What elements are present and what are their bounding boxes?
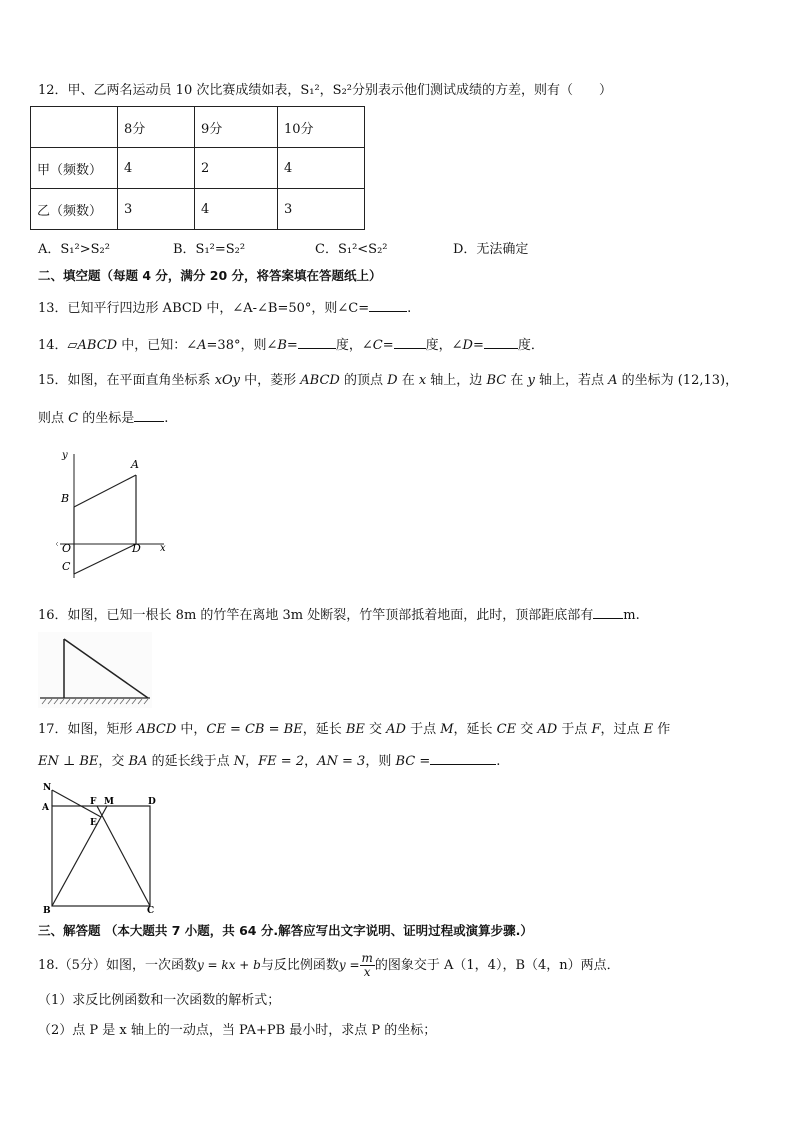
y-axis-label: y	[62, 450, 68, 461]
q15-text: 轴上，边	[426, 373, 487, 388]
point-m-label: M	[104, 797, 114, 807]
question-13-end: .	[407, 301, 412, 316]
q15-text: 在	[506, 373, 528, 388]
q15-point: A	[608, 373, 618, 388]
edge-ba	[74, 475, 136, 507]
origin-label: O	[62, 542, 72, 555]
question-16	[38, 606, 640, 625]
question-12-text: 12．甲、乙两名运动员 10 次比赛成绩如表，S₁²，S₂²分别表示他们测试成绩的方差，则有（ ）	[38, 83, 613, 98]
q15-point: D	[387, 373, 398, 388]
q17-equation: CE = CB = BE	[206, 722, 303, 737]
q14-text: 中，已知：∠	[117, 338, 198, 353]
table-cell: 8分	[118, 107, 195, 148]
question-14	[38, 336, 544, 355]
table-cell: 乙（频数）	[31, 189, 118, 230]
q17-text: ，	[245, 754, 259, 769]
point-a-label: A	[42, 803, 49, 813]
inverse-function-lhs: y =	[338, 958, 360, 972]
table-cell: 10分	[278, 107, 365, 148]
q15-axis: y	[527, 373, 535, 388]
table-cell: 4	[195, 189, 278, 230]
answer-blank	[134, 409, 164, 422]
q15-text: 则点	[38, 411, 69, 426]
q14-angle-b: B	[277, 338, 287, 353]
q17-segment: CE	[496, 722, 517, 737]
q17-point: M	[440, 722, 454, 737]
table-cell: 4	[278, 148, 365, 189]
q17-text: ，延长	[302, 722, 346, 737]
option-b: B．S₁²=S₂²	[173, 242, 246, 257]
q14-text: =	[472, 338, 484, 353]
point-c-label: C	[62, 560, 71, 573]
q17-equation: AN = 3	[317, 754, 366, 769]
q17-equation: EN ⊥ BE	[38, 754, 99, 769]
section-2-title: 二、填空题（每题 4 分，满分 20 分，将答案填在答题纸上）	[38, 268, 382, 283]
inverse-function-fraction	[360, 952, 375, 979]
q17-text: ，则	[365, 754, 396, 769]
q14-angle-a: A	[197, 338, 207, 353]
q14-text: 度．	[517, 338, 544, 353]
table-row	[31, 148, 365, 189]
q17-segment: AD	[537, 722, 558, 737]
table-cell: 2	[195, 148, 278, 189]
answer-blank	[430, 752, 496, 765]
q17-segment: AD	[386, 722, 406, 737]
table-header-row	[31, 107, 365, 148]
table-row	[31, 189, 365, 230]
q17-text: 于点	[557, 722, 592, 737]
point-f-label: F	[90, 797, 97, 807]
answer-blank	[593, 606, 623, 619]
question-17-line-1	[38, 721, 670, 739]
q15-point: C	[68, 411, 79, 426]
point-a-label: A	[131, 458, 139, 471]
edge-dc	[74, 544, 136, 574]
q17-text: ，过点	[600, 722, 644, 737]
point-n-label: N	[43, 783, 52, 793]
q14-text: 度，∠	[425, 338, 463, 353]
q17-segment: BE	[345, 722, 365, 737]
question-18-part-2: （2）点 P 是 x 轴上的一动点，当 PA+PB 最小时，求点 P 的坐标；	[38, 1023, 437, 1038]
segment-bm	[52, 806, 107, 906]
rectangle-abcd	[52, 806, 150, 906]
q17-text: 交	[516, 722, 538, 737]
q17-text: 的延长线于点	[147, 754, 234, 769]
option-a: A．S₁²>S₂²	[38, 242, 110, 257]
figure-background	[38, 632, 152, 708]
q14-text: =	[286, 338, 298, 353]
q14-angle-d: D	[462, 338, 473, 353]
question-13	[38, 299, 411, 318]
q15-side: BC	[486, 373, 507, 388]
linear-function: y = kx + b	[196, 958, 261, 972]
table-cell: 3	[278, 189, 365, 230]
q17-equation: BC =	[395, 754, 431, 769]
question-16-end: m.	[623, 608, 640, 623]
rectangle-figure	[38, 782, 162, 914]
q15-text: 轴上，若点	[534, 373, 609, 388]
answer-blank	[394, 336, 426, 349]
point-b-label: B	[43, 906, 51, 914]
table-cell: 4	[118, 148, 195, 189]
q17-text: 作	[653, 722, 671, 737]
q14-text: 度，∠	[335, 338, 373, 353]
q17-text: 中，	[176, 722, 207, 737]
q17-segment: BA	[128, 754, 148, 769]
q15-text: .	[164, 411, 169, 426]
frequency-table	[30, 106, 365, 230]
fraction-numerator: m	[361, 951, 373, 965]
q15-coord-system: xOy	[214, 373, 241, 388]
q18-text: 18.（5分）如图，一次函数	[38, 958, 197, 973]
point-d-label: D	[132, 542, 141, 555]
q14-angle-c: C	[372, 338, 383, 353]
q17-text: 17．如图，矩形	[38, 722, 137, 737]
answer-blank	[369, 299, 407, 312]
point-e-label: E	[90, 818, 97, 828]
option-c: C．S₁²<S₂²	[315, 242, 388, 257]
fraction-denominator: x	[363, 965, 371, 979]
q15-text: 的坐标是	[78, 411, 135, 426]
table-cell: 9分	[195, 107, 278, 148]
q15-text: 的坐标为 (12,13)，	[617, 373, 739, 388]
q17-point: F	[591, 722, 601, 737]
q15-text: 的顶点	[339, 373, 388, 388]
q17-text: .	[496, 754, 501, 769]
question-15-line-2	[38, 409, 168, 428]
q14-text: =	[382, 338, 394, 353]
answer-blank	[484, 336, 518, 349]
bamboo-figure	[38, 632, 152, 708]
q18-text: 的图象交于 A（1，4），B（4，n）两点．	[374, 958, 620, 973]
rhombus-coordinate-figure	[52, 448, 177, 580]
q15-text: 15．如图，在平面直角坐标系	[38, 373, 215, 388]
x-axis-label: x	[160, 543, 166, 554]
q17-text: ，交	[98, 754, 129, 769]
question-17-line-2	[38, 752, 500, 771]
q15-rhombus: ABCD	[300, 373, 340, 388]
q17-text: 交	[364, 722, 387, 737]
q17-text: ，延长	[453, 722, 497, 737]
q18-text: 与反比例函数	[260, 958, 339, 973]
question-18	[38, 952, 620, 979]
question-12-options	[38, 241, 528, 259]
q17-point: E	[643, 722, 654, 737]
question-18-part-1: （1）求反比例函数和一次函数的解析式；	[38, 993, 281, 1008]
point-d-label: D	[148, 797, 156, 807]
point-c-label: C	[147, 906, 155, 914]
q14-shape-name: ABCD	[77, 338, 118, 353]
q14-text: =38°，则∠	[206, 338, 278, 353]
q17-rectangle: ABCD	[136, 722, 177, 737]
question-15-line-1	[38, 372, 738, 390]
q17-text: 于点	[405, 722, 441, 737]
point-b-label: B	[61, 492, 70, 505]
section-3-title: 三、解答题 （本大题共 7 小题，共 64 分.解答应写出文字说明、证明过程或演算步骤.）	[38, 923, 533, 938]
segment-cf	[97, 806, 150, 906]
q17-point: N	[233, 754, 246, 769]
q15-axis: x	[418, 373, 427, 388]
table-cell	[31, 107, 118, 148]
table-cell: 3	[118, 189, 195, 230]
q14-prefix: 14．▱	[38, 338, 78, 353]
option-d: D．无法确定	[453, 242, 529, 257]
q15-text: 中，菱形	[240, 373, 301, 388]
q17-text: ，	[304, 754, 318, 769]
answer-blank	[298, 336, 336, 349]
axis-tick	[56, 542, 58, 546]
question-13-text: 13．已知平行四边形 ABCD 中，∠A-∠B=50°，则∠C=	[38, 301, 370, 316]
question-16-text: 16．如图，已知一根长 8m 的竹竿在离地 3m 处断裂，竹竿顶部抵着地面，此时，顶部距底部有	[38, 608, 594, 623]
table-cell: 甲（频数）	[31, 148, 118, 189]
q15-text: 在	[397, 373, 419, 388]
q17-equation: FE = 2	[258, 754, 305, 769]
